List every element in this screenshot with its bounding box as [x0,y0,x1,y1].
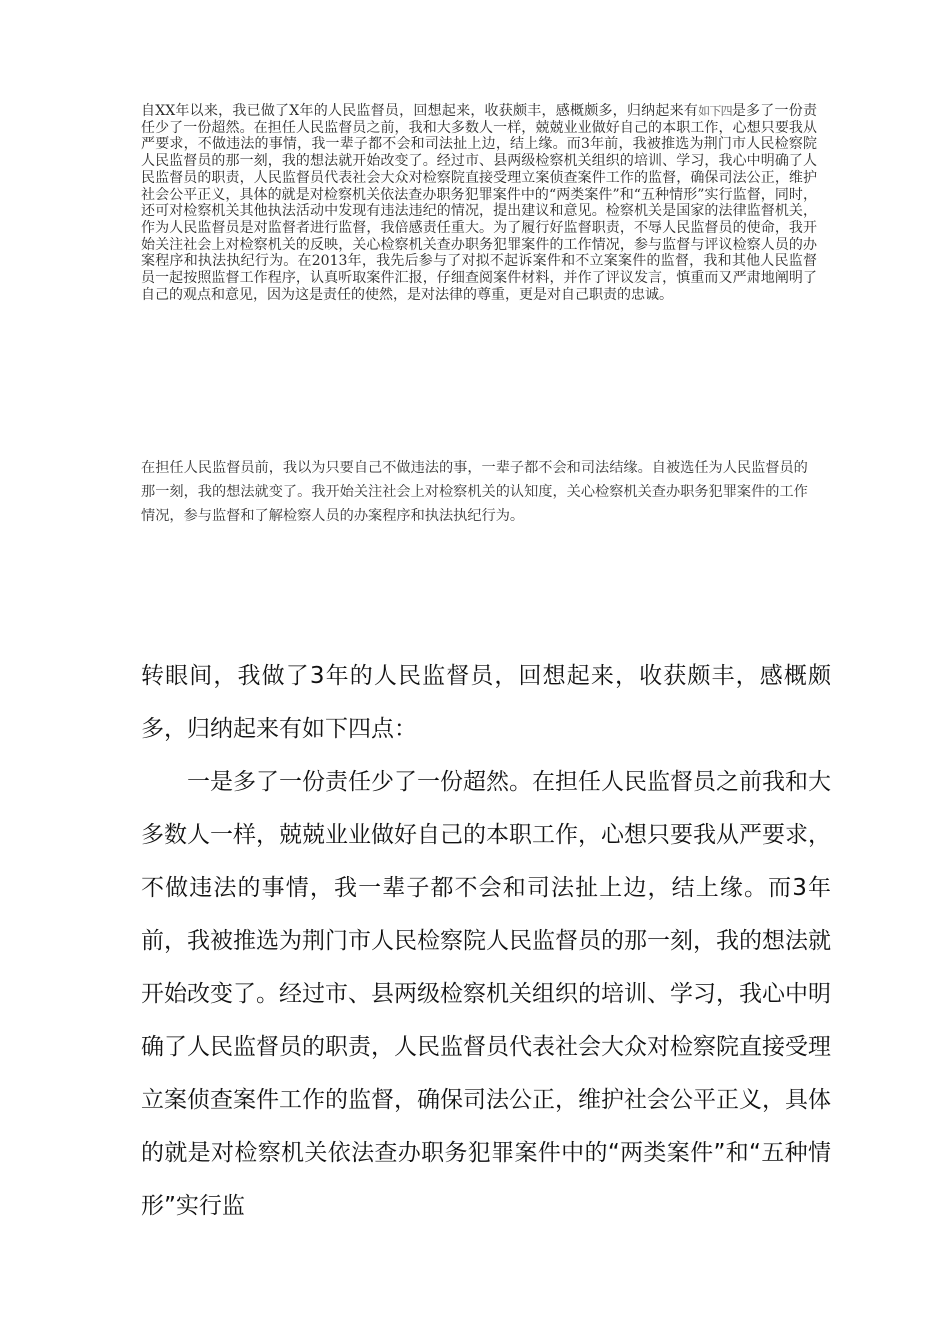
main-point-one-paragraph: 一是多了一份责任少了一份超然。在担任人民监督员之前我和大多数人一样，兢兢业业做好自己的本职工作，心想只要我从严要求，不做违法的事情，我一辈子都不会和司法扯上边，结上缘。而3年前，我被推选为荆门市人民检察院人民监督员的那一刻，我的想法就开始改变了。经过市、县两级检察机关组织的培训、学习，我心中明确了人民监督员的职责，人民监督员代表社会大众对检察院直接受理立案侦查案件工作的监督，确保司法公正，维护社会公平正义，具体的就是对检察机关依法查办职务犯罪案件中的“两类案件”和“五种情形”实行监 [141,769,831,1219]
top-paragraph [141,103,817,303]
middle-paragraph: 在担任人民监督员前，我以为只要自己不做违法的事，一辈子都不会和司法结缘。自被选任为人民监督员的那一刻，我的想法就变了。我开始关注社会上对检察机关的认知度，关心检察机关查办职务犯罪案件的工作情况，参与监督和了解检察人员的办案程序和执法执纪行为。 [141,460,808,524]
main-section [141,650,831,1233]
top-paragraph-rest: 是多了一份责任少了一份超然。在担任人民监督员之前，我和大多数人一样，兢兢业业做好自己的本职工作，心想只要我从严要求，不做违法的事情，我一辈子都不会和司法扯上边，结上缘。而3年前，我被推选为荆门市人民检察院人民监督员的那一刻，我的想法就开始改变了。经过市、县两级检察机关组织的培训、学习，我心中明确了人民监督员的职责，人民监督员代表社会大众对检察院直接受理立案侦查案件工作的监督，确保司法公正，维护社会公平正义，具体的就是对检察机关依法查办职务犯罪案件中的“两类案件”和“五种情形”实行监督，同时，还可对检察机关其他执法活动中发现有违法违纪的情况，提出建议和意见。检察机关是国家的法律监督机关，作为人民监督员是对监督者进行监督，我倍感责任重大。为了履行好监督职责，不辱人民监督员的使命，我开始关注社会上对检察机关的反映，关心检察机关查办职务犯罪案件的工作情况，参与监督与评议检察人员的办案程序和执法执纪行为。在2013年，我先后参与了对拟不起诉案件和不立案案件的监督，我和其他人民监督员一起按照监督工作程序，认真听取案件汇报，仔细查阅案件材料，并作了评议发言，慎重而又严肃地阐明了自己的观点和意见，因为这是责任的使然，是对法律的尊重，更是对自己职责的忠诚。 [141,103,817,303]
main-intro-paragraph: 转眼间，我做了3年的人民监督员，回想起来，收获颇丰，感概颇多，归纳起来有如下四点： [141,663,831,742]
top-paragraph-lead: 自XX年以来，我已做了X年的人民监督员，回想起来，收获颇丰，感概颇多，归纳起来有 [141,103,699,119]
top-paragraph-garbled-text: 如下四 [698,104,732,118]
